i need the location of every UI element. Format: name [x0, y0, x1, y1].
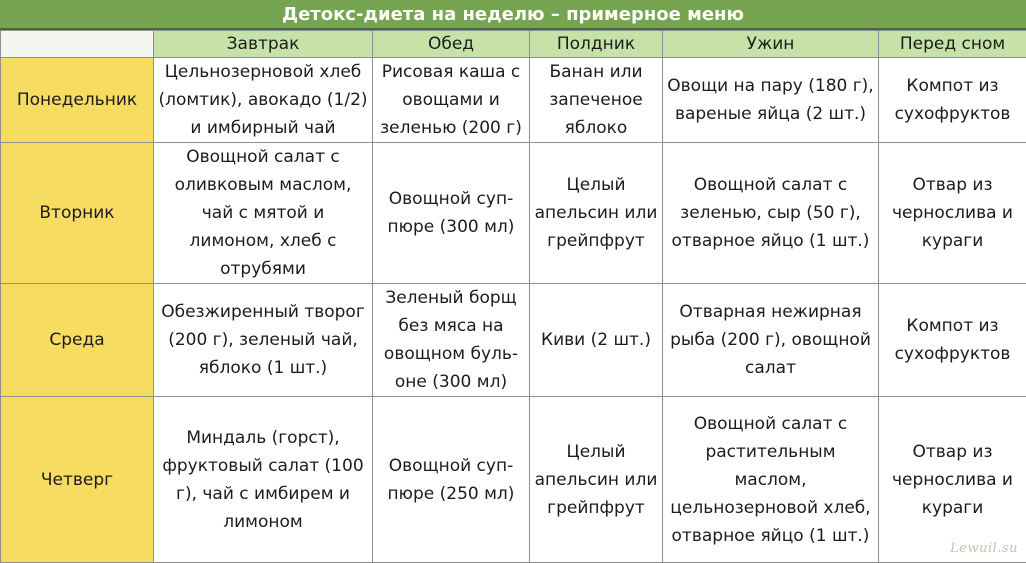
meal-cell: Овощи на пару (180 г), вареные яйца (2 шт.) — [663, 58, 879, 143]
table-row — [1, 58, 1026, 143]
meal-cell: Овощной салат с растительным маслом, цельнозерновой хлеб, отварное яйцо (1 шт.) — [663, 397, 879, 563]
weekly-menu-table — [0, 30, 1026, 563]
meal-cell: Овощной суп-пюре (300 мл) — [373, 143, 530, 284]
meal-cell: Отвар из чернослива и кураги — [879, 397, 1026, 563]
table-title: Детокс-диета на неделю – примерное меню — [0, 0, 1026, 30]
meal-cell: Отвар из чернослива и кураги — [879, 143, 1026, 284]
meal-cell: Киви (2 шт.) — [530, 284, 663, 397]
header-lunch: Обед — [373, 31, 530, 58]
meal-cell: Целый апельсин или грейпфрут — [530, 143, 663, 284]
header-snack: Полдник — [530, 31, 663, 58]
header-row — [1, 31, 1026, 58]
day-label: Вторник — [1, 143, 154, 284]
meal-cell: Целый апельсин или грейпфрут — [530, 397, 663, 563]
table-row — [1, 284, 1026, 397]
day-label: Четверг — [1, 397, 154, 563]
table-row — [1, 397, 1026, 563]
meal-cell: Миндаль (горст), фруктовый салат (100 г), чай с имбирем и лимоном — [154, 397, 373, 563]
header-corner — [1, 31, 154, 58]
meal-cell: Овощной суп-пюре (250 мл) — [373, 397, 530, 563]
meal-cell: Зеленый борщ без мяса на овощном буль-оне (300 мл) — [373, 284, 530, 397]
meal-cell: Отварная нежирная рыба (200 г), овощной салат — [663, 284, 879, 397]
meal-cell: Обезжиренный творог (200 г), зеленый чай, яблоко (1 шт.) — [154, 284, 373, 397]
watermark: Lewuil.su — [950, 541, 1018, 556]
header-dinner: Ужин — [663, 31, 879, 58]
meal-cell: Банан или запеченое яблоко — [530, 58, 663, 143]
meal-cell: Овощной салат с оливковым маслом, чай с мятой и лимоном, хлеб с отрубями — [154, 143, 373, 284]
meal-cell: Компот из сухофруктов — [879, 284, 1026, 397]
header-before-sleep: Перед сном — [879, 31, 1026, 58]
table-row — [1, 143, 1026, 284]
meal-cell: Компот из сухофруктов — [879, 58, 1026, 143]
meal-cell: Цельнозерновой хлеб (ломтик), авокадо (1/2) и имбирный чай — [154, 58, 373, 143]
day-label: Среда — [1, 284, 154, 397]
header-breakfast: Завтрак — [154, 31, 373, 58]
day-label: Понедельник — [1, 58, 154, 143]
meal-cell: Рисовая каша с овощами и зеленью (200 г) — [373, 58, 530, 143]
meal-cell: Овощной салат с зеленью, сыр (50 г), отварное яйцо (1 шт.) — [663, 143, 879, 284]
